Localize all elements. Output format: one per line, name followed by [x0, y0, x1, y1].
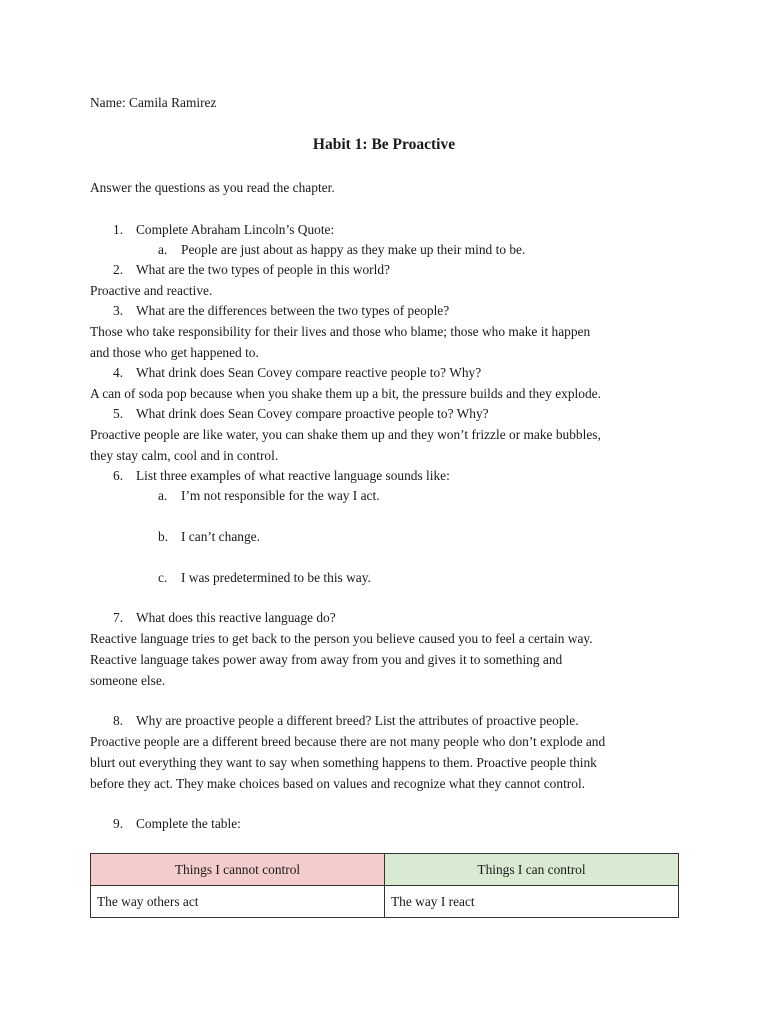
- question-3-answer-line: and those who get happened to.: [90, 345, 259, 360]
- question-8-number: 8.: [113, 713, 124, 728]
- question-8-text: Why are proactive people a different breed? List the attributes of proactive people.: [136, 713, 579, 728]
- table-header-row: [91, 854, 679, 886]
- question-9-number: 9.: [113, 816, 124, 831]
- question-7-answer-line: someone else.: [90, 673, 166, 688]
- question-7-number: 7.: [113, 610, 124, 625]
- question-5-text: What drink does Sean Covey compare proactive people to? Why?: [136, 406, 489, 421]
- question-7-text: What does this reactive language do?: [136, 610, 336, 625]
- table-row: [91, 886, 679, 918]
- question-4-answer: A can of soda pop because when you shake them up a bit, the pressure builds and they explode.: [90, 386, 601, 401]
- question-5-number: 5.: [113, 406, 124, 421]
- page-title: Habit 1: Be Proactive: [312, 136, 456, 153]
- question-2-number: 2.: [113, 262, 124, 277]
- question-6-number: 6.: [113, 468, 124, 483]
- question-9-text: Complete the table:: [136, 816, 241, 831]
- question-5-answer-line: Proactive people are like water, you can shake them up and they won’t frizzle or make bubbles,: [90, 427, 601, 442]
- instructions: Answer the questions as you read the chapter.: [90, 180, 335, 195]
- question-1-number: 1.: [113, 222, 124, 237]
- question-6c-label: c.: [158, 570, 168, 585]
- question-3-answer-line: Those who take responsibility for their lives and those who blame; those who make it happen: [90, 324, 591, 339]
- question-1a-answer: People are just about as happy as they make up their mind to be.: [181, 242, 526, 257]
- name-line: Name: Camila Ramirez: [90, 95, 217, 110]
- question-7-answer-line: Reactive language takes power away from away from you and gives it to something and: [90, 652, 563, 667]
- question-8-answer-line: before they act. They make choices based on values and recognize what they cannot control.: [90, 776, 586, 791]
- question-3-text: What are the differences between the two types of people?: [136, 303, 450, 318]
- cell-can-control: The way I react: [385, 886, 679, 918]
- question-4-text: What drink does Sean Covey compare reactive people to? Why?: [136, 365, 482, 380]
- question-6b-answer: I can’t change.: [181, 529, 260, 544]
- question-2-text: What are the two types of people in this world?: [136, 262, 390, 277]
- cell-cannot-control: The way others act: [91, 886, 385, 918]
- question-5-answer-line: they stay calm, cool and in control.: [90, 448, 279, 463]
- question-3-number: 3.: [113, 303, 124, 318]
- control-table: [90, 853, 679, 918]
- header-can-control: Things I can control: [385, 854, 679, 886]
- question-6c-answer: I was predetermined to be this way.: [181, 570, 371, 585]
- question-7-answer-line: Reactive language tries to get back to the person you believe caused you to feel a certain way.: [90, 631, 593, 646]
- question-8-answer-line: blurt out everything they want to say when something happens to them. Proactive people think: [90, 755, 597, 770]
- question-1a-label: a.: [158, 242, 168, 257]
- question-6a-label: a.: [158, 488, 168, 503]
- question-6b-label: b.: [158, 529, 169, 544]
- question-2-answer: Proactive and reactive.: [90, 283, 213, 298]
- question-1-text: Complete Abraham Lincoln’s Quote:: [136, 222, 335, 237]
- question-4-number: 4.: [113, 365, 124, 380]
- question-6a-answer: I’m not responsible for the way I act.: [181, 488, 380, 503]
- question-6-text: List three examples of what reactive language sounds like:: [136, 468, 450, 483]
- header-cannot-control: Things I cannot control: [91, 854, 385, 886]
- question-8-answer-line: Proactive people are a different breed because there are not many people who don’t explode and: [90, 734, 606, 749]
